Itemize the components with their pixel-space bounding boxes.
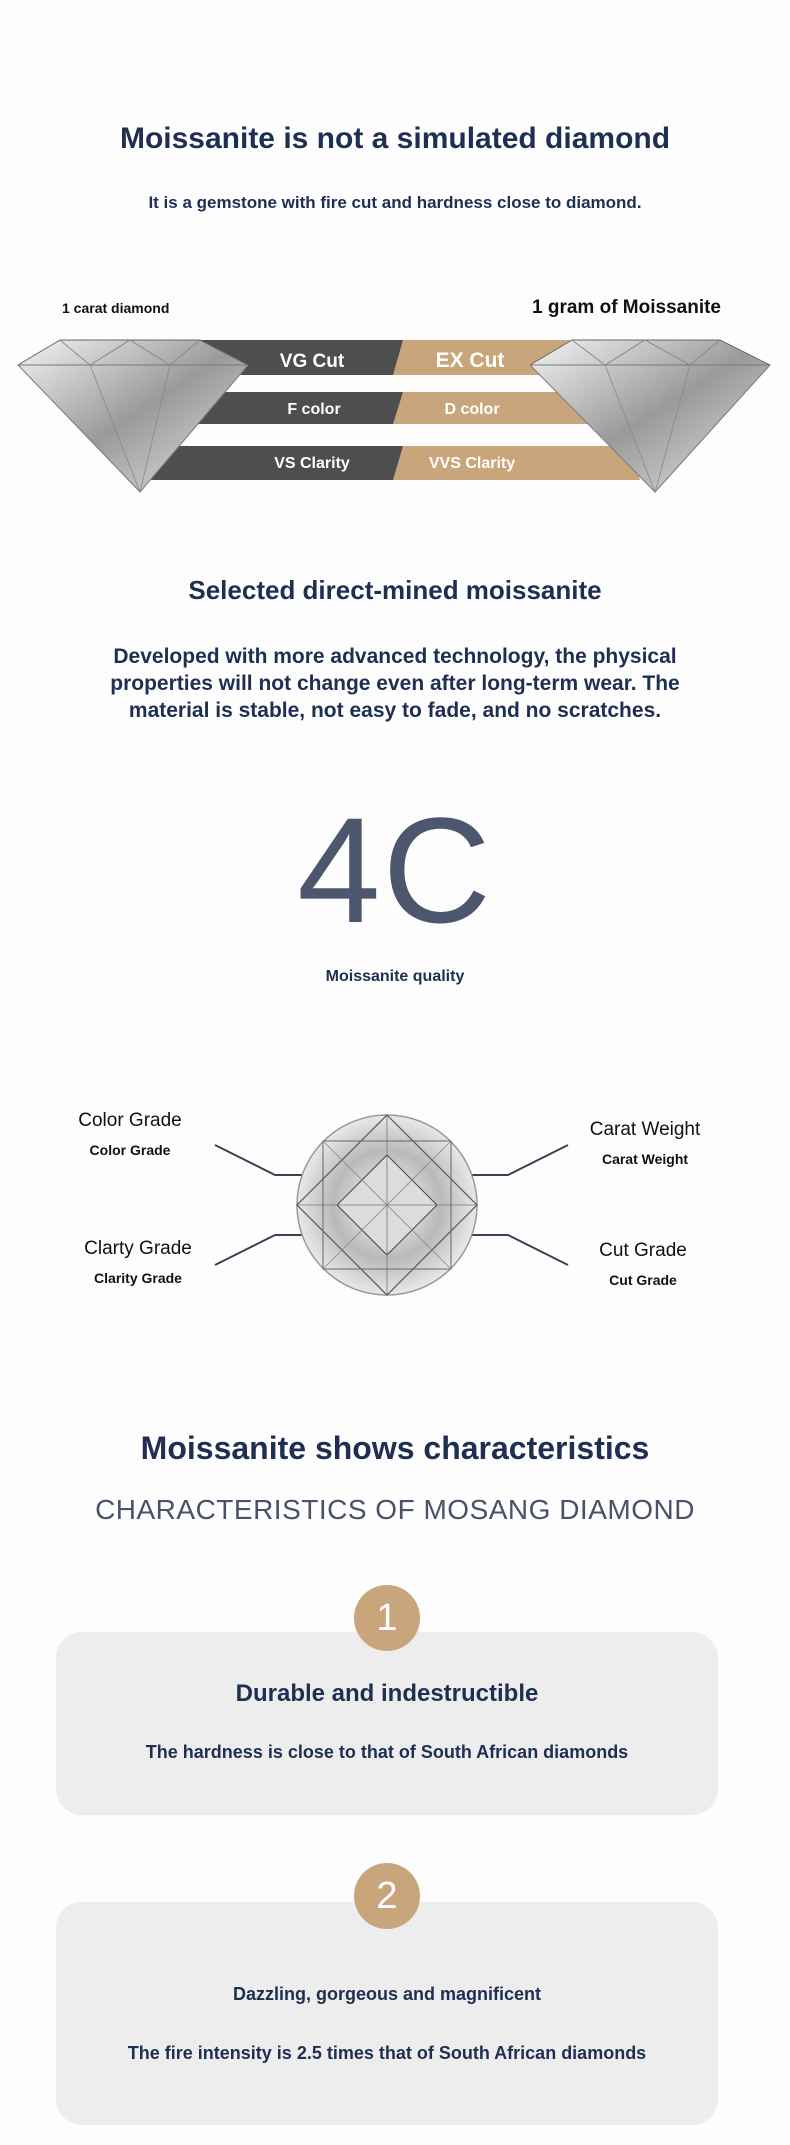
characteristics-title: Moissanite shows characteristics xyxy=(140,1430,650,1466)
row-1-right-label: EX Cut xyxy=(435,349,505,372)
hero-title: Moissanite is not a simulated diamond xyxy=(119,122,671,155)
color-grade-title: Color Grade xyxy=(78,1110,182,1131)
round-diamond-icon xyxy=(297,1115,477,1295)
hero-subtitle: It is a gemstone with fire cut and hardness close to diamond. xyxy=(148,193,642,212)
four-c-heading: 4C xyxy=(297,786,493,954)
row-3-left-label: VS Clarity xyxy=(274,455,350,472)
carat-weight-subtitle: Carat Weight xyxy=(601,1151,689,1167)
cut-grade-title: Cut Grade xyxy=(599,1240,687,1261)
characteristic-1-title: Durable and indestructible xyxy=(235,1680,539,1707)
characteristic-card-1 xyxy=(56,1632,718,1815)
color-grade-subtitle: Color Grade xyxy=(89,1142,171,1158)
characteristic-2-title: Dazzling, gorgeous and magnificent xyxy=(232,1984,542,2004)
four-c-subtitle: Moissanite quality xyxy=(325,968,465,985)
number-badge-2: 2 xyxy=(354,1863,420,1929)
mined-body: Developed with more advanced technology, the physical properties will not change even after long-term wear. The material is stable, not easy to fade, and no scratches. xyxy=(110,645,680,722)
row-2-left-label: F color xyxy=(287,401,341,418)
characteristic-1-text: The hardness is close to that of South African diamonds xyxy=(145,1742,629,1762)
clarity-grade-title: Clarty Grade xyxy=(84,1238,192,1259)
left-diamond-label: 1 carat diamond xyxy=(62,300,170,316)
row-3-right-label: VVS Clarity xyxy=(428,455,516,472)
characteristic-2-text: The fire intensity is 2.5 times that of South African diamonds xyxy=(127,2043,647,2063)
comparison-graphic xyxy=(0,320,790,510)
clarity-grade-subtitle: Clarity Grade xyxy=(94,1270,182,1286)
number-badge-1: 1 xyxy=(354,1585,420,1651)
row-2-right-label: D color xyxy=(444,401,500,418)
characteristic-card-2 xyxy=(56,1902,718,2125)
carat-weight-title: Carat Weight xyxy=(589,1119,701,1140)
right-moissanite-label: 1 gram of Moissanite xyxy=(532,297,721,318)
mined-title: Selected direct-mined moissanite xyxy=(188,575,602,605)
band-row-3 xyxy=(150,446,640,480)
characteristics-subtitle: CHARACTERISTICS OF MOSANG DIAMOND xyxy=(95,1494,695,1525)
row-1-left-label: VG Cut xyxy=(279,351,345,372)
cut-grade-subtitle: Cut Grade xyxy=(609,1272,677,1288)
